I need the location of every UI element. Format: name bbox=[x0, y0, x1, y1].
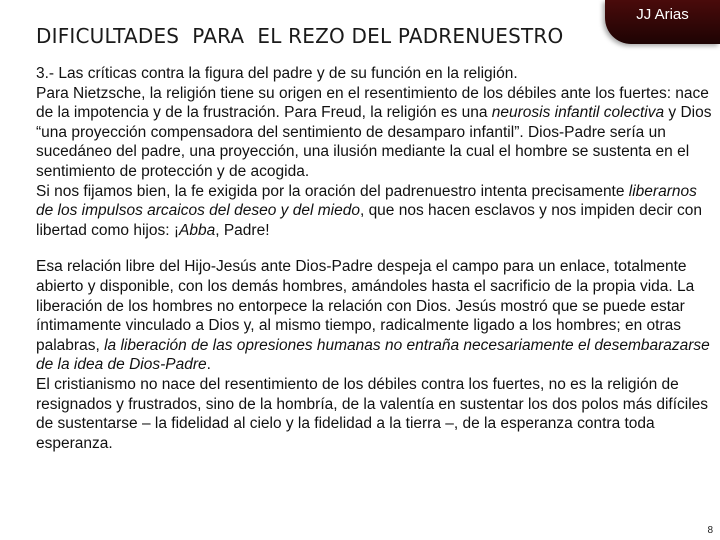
paragraph-text: Esa relación libre del Hijo-Jesús ante Dios-Padre despeja el campo para un enlace, totalmente abierto y disponible, con los demás hombres, amándoles hasta el sacrificio de la propia vida. La liberación de los hombres no entorpece la relación con Dios. Jesús mostró que se puede estar íntimamente vinculado a Dios y, al mismo tiempo, radicalmente ligado a los hombres; en otras palabras, bbox=[36, 258, 695, 354]
emphasis-text: la liberación de las opresiones humanas no entraña necesariamente el desembarazarse de la idea de Dios-Padre bbox=[36, 336, 710, 374]
paragraph-text: Si nos fijamos bien, la fe exigida por la oración del padrenuestro intenta precisamente bbox=[36, 182, 629, 200]
paragraph-text: Para Nietzsche, la religión tiene su origen en el resentimiento de los débiles ante los fuertes: nace de la impotencia y de la frustración. Para Freud, la religión es una bbox=[36, 84, 709, 122]
author-tab bbox=[605, 0, 720, 44]
section-heading: 3.- Las críticas contra la figura del padre y de su función en la religión. bbox=[36, 65, 518, 82]
paragraph-text: y Dios “una proyección compensadora del sentimiento de desamparo infantil”. Dios-Padre sería un sucedáneo del padre, una proyección, una ilusión mediante la cual el hombre se sustenta en el sentimiento de protección y de acogida. bbox=[36, 104, 712, 180]
emphasis-text: liberarnos de los impulsos arcaicos del deseo y del miedo bbox=[36, 182, 697, 220]
paragraph-text: , que nos hacen esclavos y nos impiden decir con libertad como hijos: ¡ bbox=[36, 202, 703, 239]
paragraph-relation bbox=[36, 257, 716, 375]
slide-title: DIFICULTADES PARA EL REZO DEL PADRENUESTRO bbox=[36, 24, 564, 48]
paragraph-christianity: El cristianismo no nace del resentimiento de los débiles contra los fuertes, no es la religión de resignados y frustrados, sino de la hombría, de la valentía en sustentar los dos polos más difíciles de sustentarse – la fidelidad al cielo y la fidelidad a la tierra –, de la esperanza contra toda esperanza. bbox=[36, 375, 709, 452]
slide-body bbox=[36, 64, 716, 453]
author-label: JJ Arias bbox=[636, 6, 689, 23]
paragraph-text: . bbox=[206, 356, 211, 374]
paragraph-nietzsche-freud bbox=[36, 84, 716, 182]
emphasis-text: Abba bbox=[179, 221, 216, 239]
emphasis-text: neurosis infantil colectiva bbox=[491, 104, 665, 122]
page-number: 8 bbox=[707, 525, 713, 536]
paragraph-text: , Padre! bbox=[215, 221, 270, 239]
paragraph-faith bbox=[36, 182, 716, 241]
